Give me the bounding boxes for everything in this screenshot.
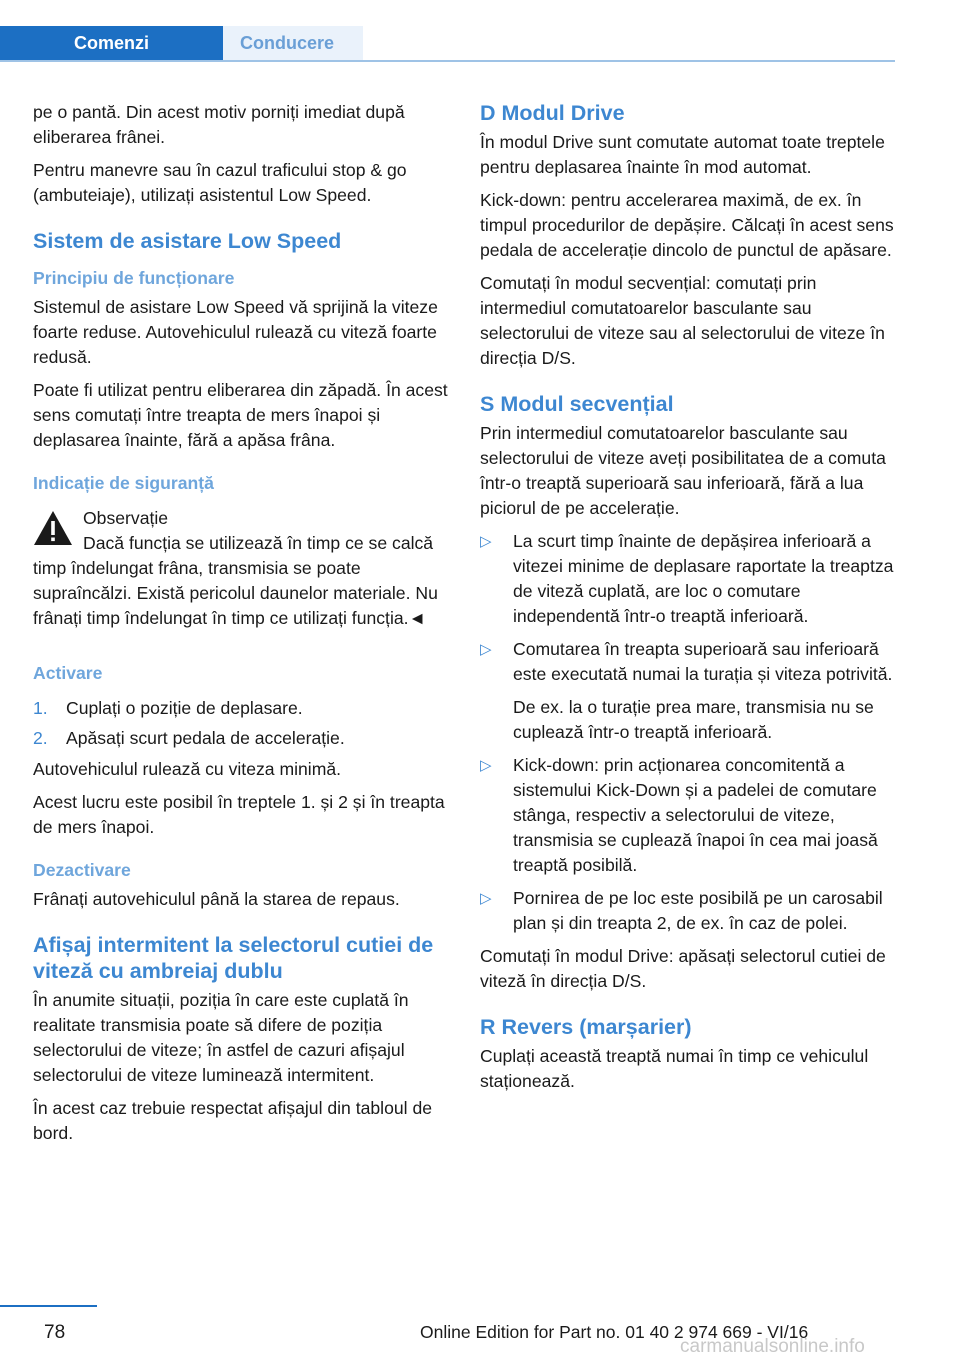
bullet-text: La scurt timp înainte de depășirea inferioară a vitezei minime de deplasare raportate la treaptza de viteză cuplată, are loc o comutare independentă într-o treaptă inferioară. — [513, 531, 894, 626]
subheading-principle: Principiu de funcționare — [33, 268, 235, 288]
subheading-deactivate: Dezactivare — [33, 860, 131, 880]
paragraph: Frânați autovehiculul până la starea de repaus. — [33, 889, 400, 909]
paragraph: Autovehiculul rulează cu viteza minimă. — [33, 759, 342, 779]
paragraph: Pentru manevre sau în cazul traficului stop & go (ambuteiaje), utilizați asistentul Low Speed. — [33, 160, 407, 205]
list-item — [33, 696, 451, 721]
paragraph: Cuplați această treaptă numai în timp ce vehiculul staționează. — [480, 1046, 869, 1091]
bullet-subtext: De ex. la o turație prea mare, transmisia nu se cuplează într-o treaptă inferioară. — [513, 697, 874, 742]
paragraph: În anumite situații, poziția în care este cuplată în realitate transmisia poate să difere de poziția selectorului de viteze; în astfel de cazuri afișajul selectorului de viteze luminează intermitent. — [33, 990, 409, 1085]
paragraph: Kick-down: pentru accelerarea maximă, de ex. în timpul procedurilor de depășire. Călcați în acest sens pedala de accelerație dincolo de punctul de apăsare. — [480, 190, 894, 260]
section-heading-reverse: R Revers (marșarier) — [480, 1015, 692, 1039]
section-heading-sequential: S Modul secvențial — [480, 392, 674, 416]
footer-rule — [0, 1305, 97, 1307]
list-item — [480, 637, 898, 745]
paragraph: Comutați în modul secvențial: comutați prin intermediul comutatoarelor basculante sau selectorului de viteze sau al selectorului de viteze în direcția D/S. — [480, 273, 885, 368]
paragraph: Sistemul de asistare Low Speed vă sprijină la viteze foarte reduse. Autovehiculul rulează cu viteză foarte redusă. — [33, 297, 438, 367]
step-number: 2. — [33, 728, 48, 748]
warning-box — [33, 506, 451, 631]
watermark: carmanualsonline.info — [680, 1336, 865, 1357]
activation-steps — [33, 696, 451, 751]
paragraph: Prin intermediul comutatoarelor basculante sau selectorului de viteze aveți posibilitatea de a comuta într-o treaptă superioară sau inferioară, fără a lua piciorul de pe accelerație. — [480, 423, 886, 518]
tab-comenzi[interactable]: Comenzi — [0, 26, 223, 61]
sequential-bullets — [480, 529, 898, 936]
step-text: Cuplați o poziție de deplasare. — [66, 698, 303, 718]
paragraph: În acest caz trebuie respectat afișajul din tabloul de bord. — [33, 1098, 433, 1143]
triangle-bullet-icon: ▷ — [480, 757, 492, 774]
step-text: Apăsați scurt pedala de accelerație. — [66, 728, 345, 748]
paragraph: Comutați în modul Drive: apăsați selectorul cutiei de viteză în direcția D/S. — [480, 946, 886, 991]
tab-conducere[interactable]: Conducere — [223, 26, 363, 61]
section-heading-low-speed: Sistem de asistare Low Speed — [33, 229, 342, 253]
bullet-text: Kick-down: prin acționarea concomitentă a sistemului Kick-Down și a padelei de comutare stânga, respectiv a selectorului de viteze, transmisia se cuplează înapoi în cea mai joasă treaptă posibilă. — [513, 755, 878, 875]
paragraph: În modul Drive sunt comutate automat toate treptele pentru deplasarea înainte în mod automat. — [480, 132, 885, 177]
step-number: 1. — [33, 698, 48, 718]
subheading-activate: Activare — [33, 663, 103, 683]
left-column — [33, 100, 451, 1154]
list-item — [33, 726, 451, 751]
list-item — [480, 886, 898, 936]
triangle-bullet-icon: ▷ — [480, 890, 492, 907]
paragraph: Acest lucru este posibil în treptele 1. și 2 și în treapta de mers înapoi. — [33, 792, 445, 837]
triangle-bullet-icon: ▷ — [480, 641, 492, 658]
section-heading-drive: D Modul Drive — [480, 101, 625, 125]
bullet-text: Comutarea în treapta superioară sau inferioară este executată numai la turația și viteza potrivită. — [513, 639, 893, 684]
warning-triangle-icon — [33, 510, 73, 546]
page-number: 78 — [44, 1322, 66, 1343]
header-divider — [0, 60, 895, 62]
right-column — [480, 100, 898, 1102]
triangle-bullet-icon: ▷ — [480, 533, 492, 550]
warning-body: Dacă funcția se utilizează în timp ce se calcă timp îndelungat frâna, transmisia se poate supraîncălzi. Există pericolul daunelor materiale. Nu frânați timp îndelungat în timp ce utilizați funcția.◄ — [33, 533, 438, 628]
subheading-safety: Indicație de siguranță — [33, 473, 214, 493]
list-item — [480, 529, 898, 629]
bullet-text: Pornirea de pe loc este posibilă pe un carosabil plan și din treapta 2, de ex. în caz de polei. — [513, 888, 883, 933]
warning-title: Observație — [83, 508, 169, 528]
paragraph: pe o pantă. Din acest motiv porniți imediat după eliberarea frânei. — [33, 102, 405, 147]
list-item — [480, 753, 898, 878]
section-heading-display: Afișaj intermitent la selectorul cutiei de viteză cu ambreiaj dublu — [33, 933, 434, 983]
edition-info: Online Edition for Part no. 01 40 2 974 669 - VI/16 — [420, 1322, 809, 1342]
paragraph: Poate fi utilizat pentru eliberarea din zăpadă. În acest sens comutați între treapta de mers înapoi și deplasarea înainte, fără a apăsa frâna. — [33, 380, 448, 450]
